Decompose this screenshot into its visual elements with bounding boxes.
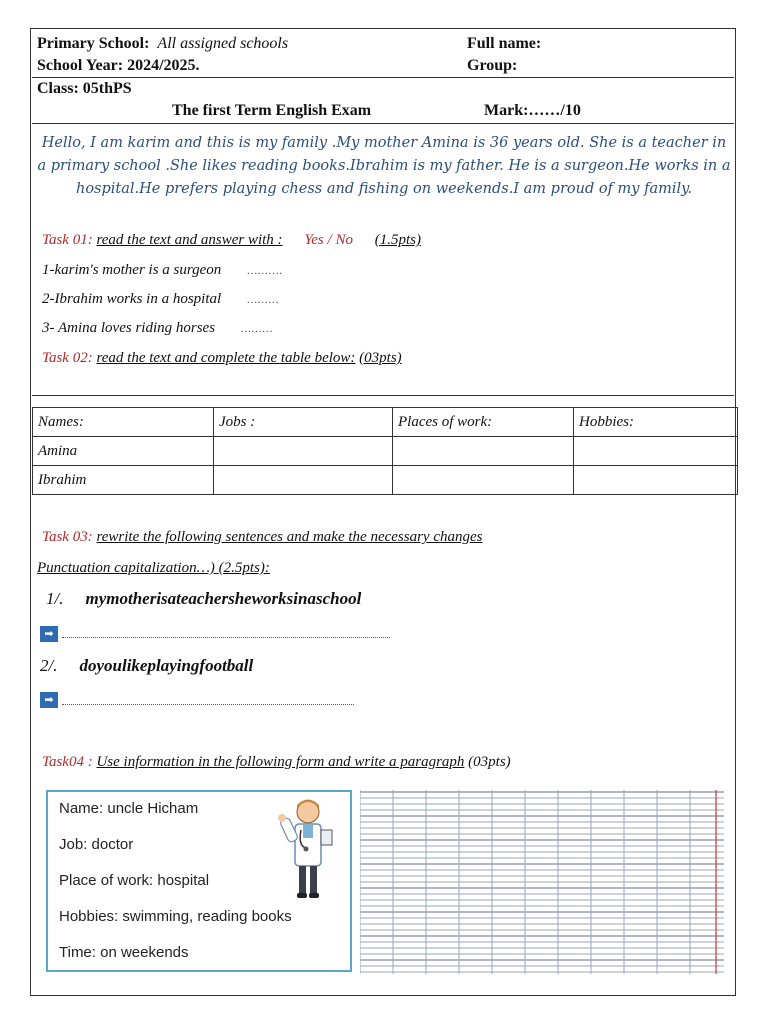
sentence-text: mymotherisateachersheworksinaschool [85,589,362,608]
task3-label: Task 03: [42,529,93,545]
task3-instruction: rewrite the following sentences and make the necessary changes [96,529,483,545]
card-hobbies: Hobbies: swimming, reading books [59,908,292,925]
info-card [46,790,352,972]
table-empty-cell[interactable] [574,437,738,466]
sentence-text: doyoulikeplayingfootball [79,656,254,675]
table-empty-cell[interactable] [574,466,738,495]
task1-options: Yes / No [304,232,353,248]
question-text: 1-karim's mother is a surgeon [42,262,222,278]
school-value: All assigned schools [157,35,289,52]
table-empty-cell[interactable] [393,466,574,495]
class-label: Class: 05thPS [37,80,132,97]
task3-heading [42,529,482,546]
task3-subline: Punctuation capitalization…) (2.5pts): [37,560,270,576]
card-place: Place of work: hospital [59,872,210,889]
task4-instruction: Use information in the following form and write a paragraph [96,754,465,770]
answer-dots[interactable]: ……… [241,323,274,335]
table-header: Places of work: [393,408,574,437]
table-header: Hobbies: [574,408,738,437]
mark-label: Mark:……/10 [484,102,581,119]
task4-label: Task04 : [42,754,93,770]
table-name-cell: Amina [33,437,214,466]
header-divider [32,77,734,78]
task1-question [42,291,280,308]
task2-instruction: read the text and complete the table below: [96,350,356,366]
table-empty-cell[interactable] [393,437,574,466]
school-label: Primary School: [37,35,150,52]
table-header: Names: [33,408,214,437]
task1-label: Task 01: [42,232,93,248]
task2-divider [32,395,734,396]
sentence-2 [40,656,253,676]
task1-question [42,320,273,337]
task2-label: Task 02: [42,350,93,366]
reading-passage: Hello, I am karim and this is my family .My mother Amina is 36 years old. She is a teacher in a primary school .She likes reading books.Ibrahim is my father. He is a surgeon.He works in a hospital.He prefers playing chess and fishing on weekends.I am proud of my family. [37,135,731,197]
school-year-label: School Year: 2024/2025. [37,57,200,74]
table-empty-cell[interactable] [214,466,393,495]
task1-points: (1.5pts) [374,232,421,248]
school-line [37,35,288,53]
task2-points: (03pts) [359,350,402,366]
sentence-number: 1/. [46,589,64,608]
arrow-right-icon: ➡ [40,626,58,642]
answer-dots[interactable]: ………. [247,265,284,277]
arrow-right-icon: ➡ [40,692,58,708]
task4-heading [42,754,511,771]
task1-question [42,262,283,279]
answer-dots[interactable]: ……… [247,294,280,306]
sentence-number: 2/. [40,656,58,675]
group-label: Group: [467,57,518,74]
question-text: 2-Ibrahim works in a hospital [42,291,222,307]
question-text: 3- Amina loves riding horses [42,320,216,336]
task4-points: (03pts) [468,754,511,770]
table-empty-cell[interactable] [214,437,393,466]
table-name-cell: Ibrahim [33,466,214,495]
card-time: Time: on weekends [59,944,189,961]
full-name-label: Full name: [467,35,542,52]
table-row [33,466,738,495]
task1-heading [42,232,421,249]
sentence-1 [46,589,361,609]
card-job: Job: doctor [59,836,134,853]
table-header-row [33,408,738,437]
table-row [33,437,738,466]
title-divider [32,123,734,124]
doctor-illustration-icon [276,796,340,904]
task1-instruction: read the text and answer with : [96,232,283,248]
task2-heading [42,350,402,367]
table-header: Jobs : [214,408,393,437]
answer-line[interactable] [62,704,354,705]
answer-line[interactable] [62,637,390,638]
exam-title: The first Term English Exam [172,102,372,119]
info-table [32,407,738,495]
card-name: Name: uncle Hicham [59,800,199,817]
writing-lines[interactable] [360,790,724,974]
